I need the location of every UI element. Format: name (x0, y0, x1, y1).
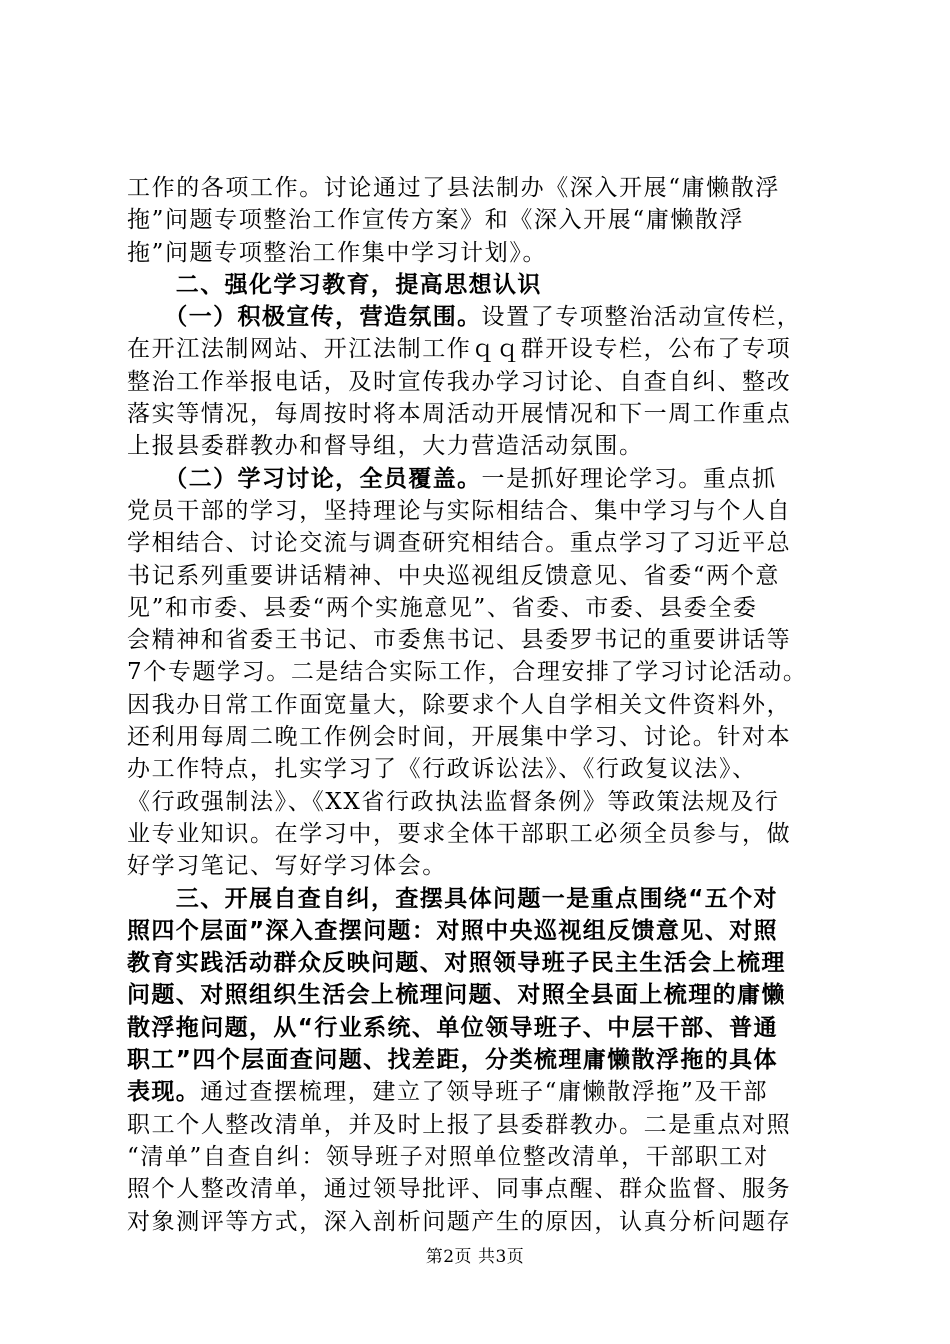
line-bold-part: （二）学习讨论，全员覆盖。 (127, 465, 482, 492)
text-line (127, 463, 837, 495)
text-line: 三、开展自查自纠，查摆具体问题一是重点围绕“五个对 (127, 885, 778, 912)
text-line: 整治工作举报电话，及时宣传我办学习讨论、自查自纠、整改 (127, 368, 792, 395)
text-line: “清单”自查自纠：领导班子对照单位整改清单，干部职工对 (127, 1143, 769, 1170)
text-line: 在开江法制网站、开江法制工作ｑｑ群开设专栏，公布了专项 (127, 336, 792, 363)
line-bold-part: （一）积极宣传，营造氛围。 (127, 304, 482, 331)
text-line: 办工作特点，扎实学习了《行政诉讼法》、《行政复议法》、 (127, 756, 757, 783)
text-line (127, 1076, 837, 1108)
text-line: 职工”四个层面查问题、找差距，分类梳理庸懒散浮拖的具体 (127, 1047, 778, 1074)
document-body (127, 172, 837, 1238)
text-line: 还利用每周二晚工作例会时间，开展集中学习、讨论。针对本 (127, 724, 792, 751)
text-line: 职工个人整改清单，并及时上报了县委群教办。二是重点对照 (127, 1111, 792, 1138)
line-normal-part: 一是抓好理论学习。重点抓 (481, 465, 777, 492)
line-normal-part: 设置了专项整治活动宣传栏， (481, 304, 802, 331)
text-line: 散浮拖问题，从“行业系统、单位领导班子、中层干部、普通 (127, 1014, 778, 1041)
text-line: 好学习笔记、写好学习体会。 (127, 853, 447, 880)
text-line: 落实等情况，每周按时将本周活动开展情况和下一周工作重点 (127, 401, 792, 428)
line-bold-part: 表现。 (127, 1079, 201, 1106)
text-line (127, 301, 837, 333)
text-line: 上报县委群教办和督导组，大力营造活动氛围。 (127, 433, 644, 460)
text-line: 《行政强制法》、《XX省行政执法监督条例》等政策法规及行 (127, 788, 780, 815)
page-footer: 第2页 共3页 (425, 1247, 525, 1267)
text-line: 7个专题学习。二是结合实际工作，合理安排了学习讨论活动。 (127, 659, 808, 686)
text-line: 学相结合、讨论交流与调查研究相结合。重点学习了习近平总 (127, 530, 792, 557)
text-line: 书记系列重要讲话精神、中央巡视组反馈意见、省委“两个意 (127, 562, 780, 589)
text-line: 见”和市委、县委“两个实施意见”、省委、市委、县委全委 (127, 594, 758, 621)
text-line: 照四个层面”深入查摆问题：对照中央巡视组反馈意见、对照 (127, 917, 778, 944)
text-line: 党员干部的学习，坚持理论与实际相结合、集中学习与个人自 (127, 497, 792, 524)
text-line: 工作的各项工作。讨论通过了县法制办《深入开展“庸懒散浮 (127, 175, 780, 201)
text-line: 对象测评等方式，深入剖析问题产生的原因，认真分析问题存 (127, 1208, 792, 1235)
text-line: 业专业知识。在学习中，要求全体干部职工必须全员参与，做 (127, 820, 792, 847)
text-line: 会精神和省委王书记、市委焦书记、县委罗书记的重要讲话等 (127, 627, 792, 654)
text-line: 问题、对照组织生活会上梳理问题、对照全县面上梳理的庸懒 (127, 982, 786, 1009)
text-line: 拖”问题专项整治工作集中学习计划》。 (127, 239, 548, 266)
line-normal-part: 通过查摆梳理，建立了领导班子“庸懒散浮拖”及干部 (200, 1079, 769, 1106)
text-line: 教育实践活动群众反映问题、对照领导班子民主生活会上梳理 (127, 950, 786, 977)
text-line: 二、强化学习教育，提高思想认识 (127, 271, 542, 298)
text-line: 照个人整改清单，通过领导批评、同事点醒、群众监督、服务 (127, 1176, 792, 1203)
text-line: 因我办日常工作面宽量大，除要求个人自学相关文件资料外， (127, 691, 792, 718)
text-line: 拖”问题专项整治工作宣传方案》和《深入开展“庸懒散浮 (127, 207, 745, 234)
